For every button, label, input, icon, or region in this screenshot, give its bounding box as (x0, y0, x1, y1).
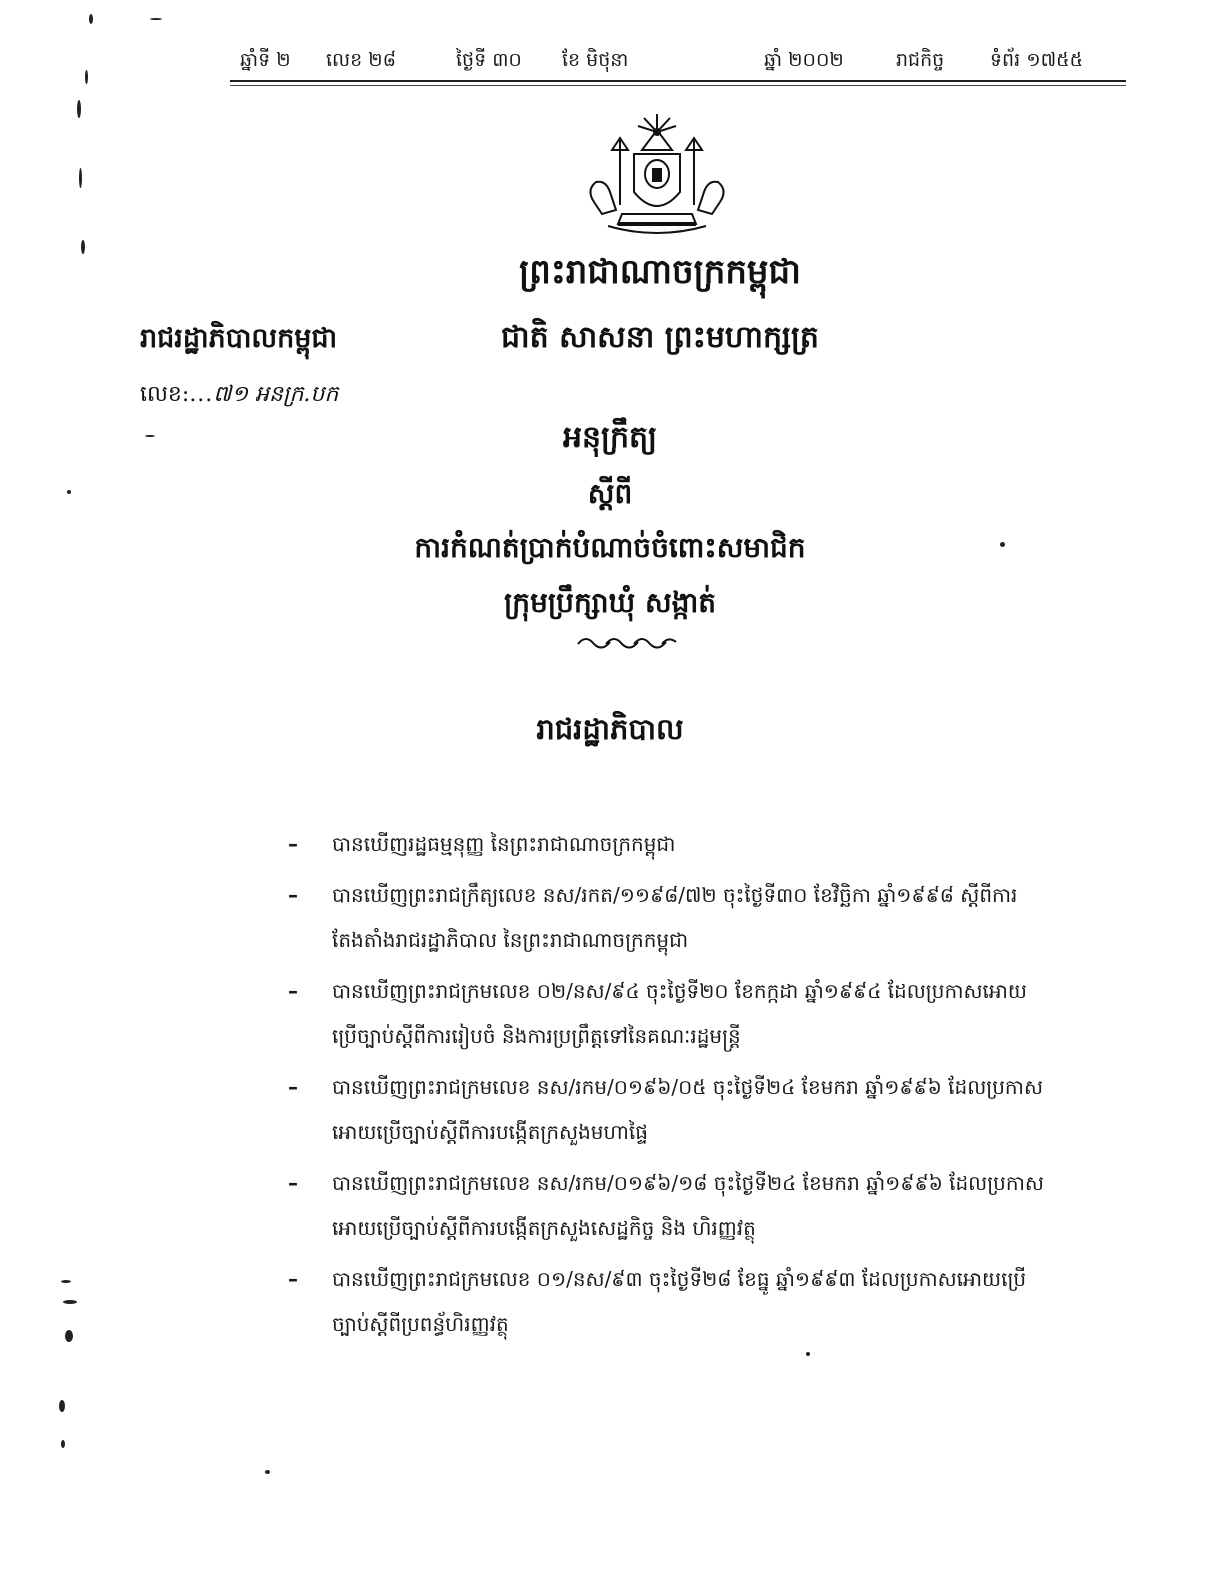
reference-handwritten-number: ៧១ អនក្រ.បក (213, 382, 339, 407)
subject-line-2: ក្រុមប្រឹក្សាឃុំ សង្កាត់ (503, 586, 717, 619)
list-item (280, 969, 1050, 1059)
about-heading: ស្តីពី (587, 477, 633, 510)
header-year-volume: ឆ្នាំទី ២ (240, 49, 291, 71)
preamble-text: បានឃើញព្រះរាជក្រមលេខ ០១/នស/៩៣ ចុះថ្ងៃទី២៨ ខែធ្នូ ឆ្នាំ១៩៩៣ ដែលប្រកាសអោយប្រើច្បាប់ស្តីពីប្រពន្ធ័ហិរញ្ញវត្ថុ (332, 1267, 1027, 1336)
list-item (280, 1161, 1050, 1251)
preamble-text: បានឃើញរដ្ឋធម្មនុញ្ញ នៃព្រះរាជាណាចក្រកម្ពុជា (332, 832, 676, 856)
subject-line-1: ការកំណត់ប្រាក់បំណាច់ចំពោះសមាជិក (414, 531, 806, 564)
issuing-authority: រាជរដ្ឋាភិបាលកម្ពុជា (140, 323, 338, 354)
header-rule-thin (230, 85, 1126, 86)
bullet-dash: – (288, 979, 298, 1003)
header-rule (230, 80, 1126, 82)
issuer-heading: រាជរដ្ឋាភិបាល (536, 712, 684, 746)
header-issue-number: លេខ ២៨ (326, 49, 397, 71)
decorative-divider-icon (572, 630, 682, 656)
list-item (280, 1065, 1050, 1155)
reference-dots: ... (189, 382, 214, 407)
bullet-dash: – (288, 1267, 298, 1291)
scan-margin-marks (55, 0, 115, 1584)
bullet-dash: – (288, 883, 298, 907)
bullet-dash: – (288, 832, 298, 856)
list-item (280, 1257, 1050, 1347)
preamble-text: បានឃើញព្រះរាជក្រឹត្យលេខ នស/រកត/១១៩៨/៧២ ចុះថ្ងៃទី៣០ ខែវិច្ឆិកា ឆ្នាំ១៩៩៨ ស្តីពីការតែងតាំងរាជរដ្ឋាភិបាល នៃព្រះរាជាណាចក្រកម្ពុជា (332, 883, 1018, 952)
preamble-text: បានឃើញព្រះរាជក្រមលេខ ០២/នស/៩៤ ចុះថ្ងៃទី២០ ខែកក្កដា ឆ្នាំ១៩៩៤ ដែលប្រកាសអោយប្រើច្បាប់ស្តីពីការរៀបចំ និងការប្រព្រឹត្តទៅនៃគណៈរដ្ឋមន្ត្រី (332, 979, 1027, 1048)
preamble-text: បានឃើញព្រះរាជក្រមលេខ នស/រកម/០១៩៦/១៨ ចុះថ្ងៃទី២៤ ខែមករា ឆ្នាំ១៩៩៦ ដែលប្រកាសអោយប្រើច្បាប់ស្តីពីការបង្កើតក្រសួងសេដ្ឋកិច្ច និង ហិរញ្ញវត្ថុ (332, 1171, 1044, 1240)
reference-number (140, 380, 440, 412)
header-gazette-name: រាជកិច្ច (896, 49, 945, 71)
preamble-text: បានឃើញព្រះរាជក្រមលេខ នស/រកម/០១៩៦/០៥ ចុះថ្ងៃទី២៤ ខែមករា ឆ្នាំ១៩៩៦ ដែលប្រកាសអោយប្រើច្បាប់ស្តីពីការបង្កើតក្រសួងមហាផ្ទៃ (332, 1075, 1043, 1144)
bullet-dash: – (288, 1171, 298, 1195)
scan-speck (150, 18, 162, 20)
kingdom-title: ព្រះរាជាណាចក្រកម្ពុជា (519, 252, 801, 292)
header-month: ខែ មិថុនា (562, 49, 629, 71)
reference-label: លេខ: (140, 382, 190, 407)
document-type: អនុក្រឹត្យ (562, 420, 658, 455)
header-day: ថ្ងៃទី ៣០ (456, 49, 522, 71)
royal-coat-of-arms-icon (572, 110, 742, 250)
list-item (280, 822, 1050, 867)
list-item (280, 873, 1050, 963)
header-page-number: ទំព័រ ១៧៥៥ (990, 49, 1084, 71)
national-motto: ជាតិ សាសនា ព្រះមហាក្សត្រ (501, 320, 819, 355)
preamble-list (280, 822, 1050, 1353)
header-year: ឆ្នាំ ២០០២ (764, 49, 844, 71)
gazette-header (230, 44, 1126, 78)
scan-speck (145, 435, 155, 437)
bullet-dash: – (288, 1075, 298, 1099)
scan-speck (1000, 542, 1005, 547)
